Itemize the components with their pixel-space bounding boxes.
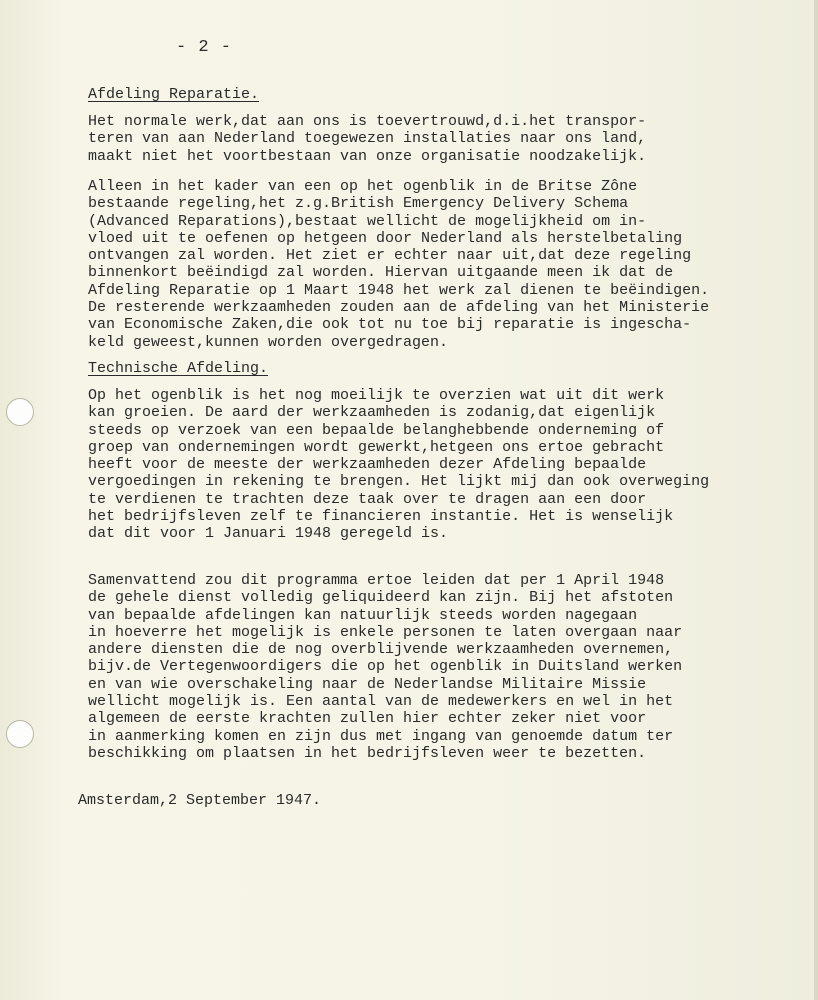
text-line: van Economische Zaken,die ook tot nu toe bij reparatie is ingescha- xyxy=(88,316,692,334)
text-line: bijv.de Vertegenwoordigers die op het ogenblik in Duitsland werken xyxy=(88,658,683,676)
text-line: beschikking om plaatsen in het bedrijfsleven weer te bezetten. xyxy=(88,744,647,762)
text-line: andere diensten die de nog overblijvende werkzaamheden overnemen, xyxy=(88,641,674,659)
text-line: Alleen in het kader van een op het ogenblik in de Britse Zône xyxy=(88,178,638,195)
text-line: groep van ondernemingen wordt gewerkt,hetgeen ons ertoe gebracht xyxy=(88,438,665,456)
text-line: maakt niet het voortbestaan van onze organisatie noodzakelijk. xyxy=(88,147,647,165)
text-line: vergoedingen in rekening te brengen. Het lijkt mij dan ook overweging xyxy=(88,473,710,491)
text-line: Het normale werk,dat aan ons is toevertrouwd,d.i.het transpor- xyxy=(88,113,647,130)
text-line: heeft voor de meeste der werkzaamheden dezer Afdeling bepaalde xyxy=(88,456,647,474)
text-line: het bedrijfsleven zelf te financieren instantie. Het is wenselijk xyxy=(88,508,674,526)
page-edge xyxy=(814,0,818,1000)
text-line: te verdienen te trachten deze taak over te dragen aan een door xyxy=(88,490,647,508)
text-line: dat dit voor 1 Januari 1948 geregeld is. xyxy=(88,525,449,543)
text-line: van bepaalde afdelingen kan natuurlijk steeds worden nagegaan xyxy=(88,606,638,624)
text-line: in aanmerking komen en zijn dus met ingang van genoemde datum ter xyxy=(88,727,674,745)
text-line: Samenvattend zou dit programma ertoe leiden dat per 1 April 1948 xyxy=(88,572,665,589)
page-number: - 2 - xyxy=(176,38,233,57)
paragraph-reparatie-2 xyxy=(88,178,709,351)
text-line: steeds op verzoek van een bepaalde belanghebbende onderneming of xyxy=(88,421,665,439)
text-line: keld geweest,kunnen worden overgedragen. xyxy=(88,333,449,351)
punch-hole-upper xyxy=(6,398,34,426)
text-line: de gehele dienst volledig geliquideerd kan zijn. Bij het afstoten xyxy=(88,589,674,607)
punch-hole-lower xyxy=(6,720,34,748)
text-line: algemeen de eerste krachten zullen hier echter zeker niet voor xyxy=(88,710,647,728)
paragraph-technische-1 xyxy=(88,387,709,543)
text-line: kan groeien. De aard der werkzaamheden is zodanig,dat eigenlijk xyxy=(88,404,656,422)
text-line: De resterende werkzaamheden zouden aan de afdeling van het Ministerie xyxy=(88,299,710,317)
text-line: wellicht mogelijk is. Een aantal van de medewerkers en wel in het xyxy=(88,693,674,711)
heading-afdeling-reparatie: Afdeling Reparatie. xyxy=(88,86,260,103)
heading-technische-afdeling: Technische Afdeling. xyxy=(88,360,269,377)
text-line: in hoeverre het mogelijk is enkele personen te laten overgaan naar xyxy=(88,623,683,641)
closing-date: Amsterdam,2 September 1947. xyxy=(78,792,322,809)
text-line: (Advanced Reparations),bestaat wellicht de mogelijkheid om in- xyxy=(88,212,647,230)
text-line: binnenkort beëindigd zal worden. Hiervan uitgaande meen ik dat de xyxy=(88,264,674,282)
paragraph-samenvatting xyxy=(88,572,682,762)
text-line: teren van aan Nederland toegewezen installaties naar ons land, xyxy=(88,130,647,148)
text-line: vloed uit te oefenen op hetgeen door Nederland als herstelbetaling xyxy=(88,229,683,247)
text-line: bestaande regeling,het z.g.British Emergency Delivery Schema xyxy=(88,195,629,213)
text-line: ontvangen zal worden. Het ziet er echter naar uit,dat deze regeling xyxy=(88,247,692,265)
text-line: Op het ogenblik is het nog moeilijk te overzien wat uit dit werk xyxy=(88,387,665,404)
text-line: en van wie overschakeling naar de Nederlandse Militaire Missie xyxy=(88,675,647,693)
text-line: Afdeling Reparatie op 1 Maart 1948 het werk zal dienen te beëindigen. xyxy=(88,281,710,299)
paragraph-reparatie-1 xyxy=(88,113,646,165)
